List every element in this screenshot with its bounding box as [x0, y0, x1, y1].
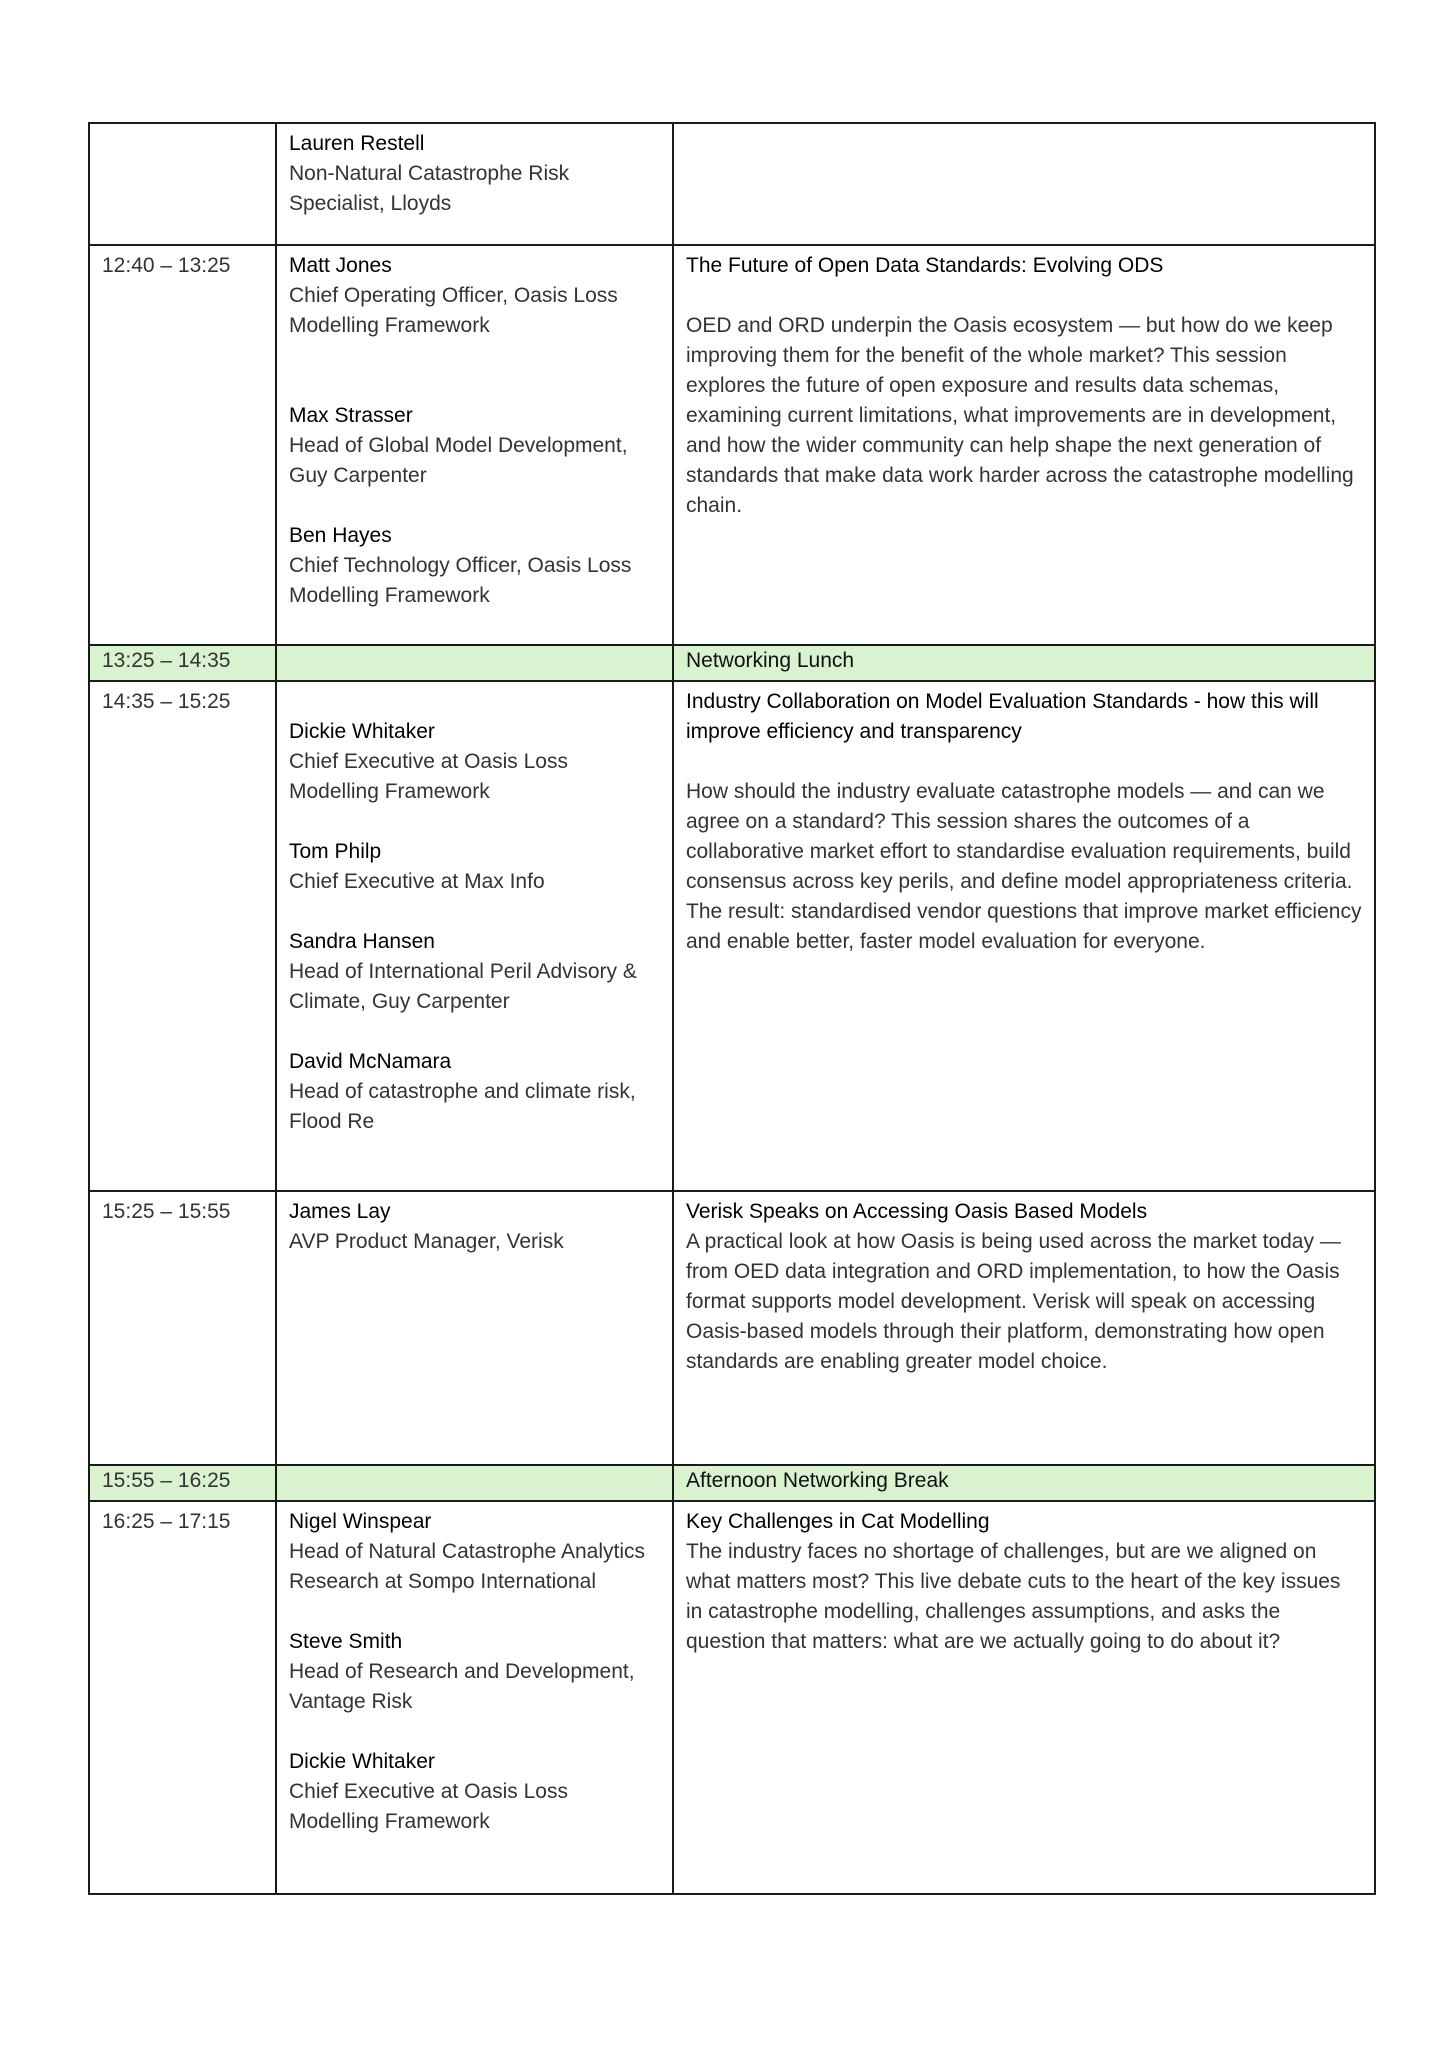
speaker-name: Tom Philp — [289, 840, 382, 863]
time-cell: 16:25 – 17:15 — [89, 1501, 276, 1894]
speakers-cell — [276, 1501, 673, 1894]
session-title: Industry Collaboration on Model Evaluation Standards - how this will improve efficiency and transparency — [686, 690, 1319, 743]
speaker-role: Non-Natural Catastrophe Risk Specialist, Lloyds — [289, 162, 570, 215]
break-title: Networking Lunch — [673, 645, 1375, 681]
session-description: A practical look at how Oasis is being used across the market today — from OED data integration and ORD implementation, to how the Oasis format supports model development. Verisk will speak on accessing Oasis-based models through their platform, demonstrating how open standards are enabling greater model choice. — [686, 1230, 1341, 1373]
agenda-row — [89, 681, 1375, 1191]
speaker — [289, 927, 660, 1017]
speaker-role: Head of Natural Catastrophe Analytics Research at Sompo International — [289, 1540, 646, 1593]
speaker-role: Head of catastrophe and climate risk, Flood Re — [289, 1080, 636, 1133]
agenda-row — [89, 1191, 1375, 1465]
break-row — [89, 1465, 1375, 1501]
speaker — [289, 1197, 660, 1257]
speaker-role: Chief Operating Officer, Oasis Loss Modelling Framework — [289, 284, 618, 337]
session-cell — [673, 245, 1375, 645]
speaker-name: Nigel Winspear — [289, 1510, 432, 1533]
session-description: OED and ORD underpin the Oasis ecosystem — but how do we keep improving them for the benefit of the whole market? This session explores the future of open exposure and results data schemas, examining current limitations, what improvements are in development, and how the wider community can help shape the next generation of standards that make data work harder across the catastrophe modelling chain. — [686, 314, 1354, 517]
speakers-cell — [276, 245, 673, 645]
time-cell: 15:25 – 15:55 — [89, 1191, 276, 1465]
speaker-name: Ben Hayes — [289, 524, 392, 547]
speaker — [289, 401, 660, 491]
session-cell — [673, 123, 1375, 245]
speaker-name: James Lay — [289, 1200, 391, 1223]
speakers-cell — [276, 645, 673, 681]
speaker-name: Lauren Restell — [289, 132, 425, 155]
speaker — [289, 1747, 660, 1837]
speaker-name: Max Strasser — [289, 404, 413, 427]
speakers-cell — [276, 1191, 673, 1465]
session-title: Verisk Speaks on Accessing Oasis Based Models — [686, 1200, 1148, 1223]
speaker — [289, 521, 660, 611]
speaker-name: Dickie Whitaker — [289, 1750, 435, 1773]
session-description: How should the industry evaluate catastrophe models — and can we agree on a standard? This session shares the outcomes of a collaborative market effort to standardise evaluation requirements, build consensus across key perils, and define model appropriateness criteria. The result: standardised vendor questions that improve market efficiency and enable better, faster model evaluation for everyone. — [686, 780, 1362, 953]
speaker — [289, 1047, 660, 1137]
speaker-role: Chief Executive at Oasis Loss Modelling Framework — [289, 1780, 568, 1833]
speaker-name: Steve Smith — [289, 1630, 403, 1653]
session-description: The industry faces no shortage of challenges, but are we aligned on what matters most? This live debate cuts to the heart of the key issues in catastrophe modelling, challenges assumptions, and asks the question that matters: what are we actually going to do about it? — [686, 1540, 1341, 1653]
time-cell: 14:35 – 15:25 — [89, 681, 276, 1191]
speaker-role: Chief Executive at Oasis Loss Modelling Framework — [289, 750, 568, 803]
agenda-table — [88, 122, 1376, 1895]
speakers-cell — [276, 1465, 673, 1501]
time-cell: 12:40 – 13:25 — [89, 245, 276, 645]
time-cell — [89, 123, 276, 245]
agenda-row — [89, 245, 1375, 645]
speaker-role: Head of International Peril Advisory & Climate, Guy Carpenter — [289, 960, 637, 1013]
speaker-role: Chief Executive at Max Info — [289, 870, 545, 893]
break-row — [89, 645, 1375, 681]
break-title: Afternoon Networking Break — [673, 1465, 1375, 1501]
speakers-cell — [276, 123, 673, 245]
speaker-role: Chief Technology Officer, Oasis Loss Modelling Framework — [289, 554, 632, 607]
speaker-role: Head of Global Model Development, Guy Carpenter — [289, 434, 628, 487]
speaker — [289, 1627, 660, 1717]
speaker — [289, 1507, 660, 1597]
session-cell — [673, 1191, 1375, 1465]
speaker-name: David McNamara — [289, 1050, 452, 1073]
speaker — [289, 717, 660, 807]
time-cell: 15:55 – 16:25 — [89, 1465, 276, 1501]
speaker-name: Sandra Hansen — [289, 930, 435, 953]
session-title: Key Challenges in Cat Modelling — [686, 1510, 990, 1533]
speaker-role: AVP Product Manager, Verisk — [289, 1230, 564, 1253]
agenda-row — [89, 123, 1375, 245]
speaker-name: Matt Jones — [289, 254, 392, 277]
session-cell — [673, 1501, 1375, 1894]
session-title: The Future of Open Data Standards: Evolving ODS — [686, 254, 1164, 277]
agenda-row — [89, 1501, 1375, 1894]
speaker-role: Head of Research and Development, Vantage Risk — [289, 1660, 635, 1713]
speaker-name: Dickie Whitaker — [289, 720, 435, 743]
speaker — [289, 129, 660, 219]
session-cell — [673, 681, 1375, 1191]
speakers-cell — [276, 681, 673, 1191]
speaker — [289, 251, 660, 341]
time-cell: 13:25 – 14:35 — [89, 645, 276, 681]
speaker — [289, 837, 660, 897]
